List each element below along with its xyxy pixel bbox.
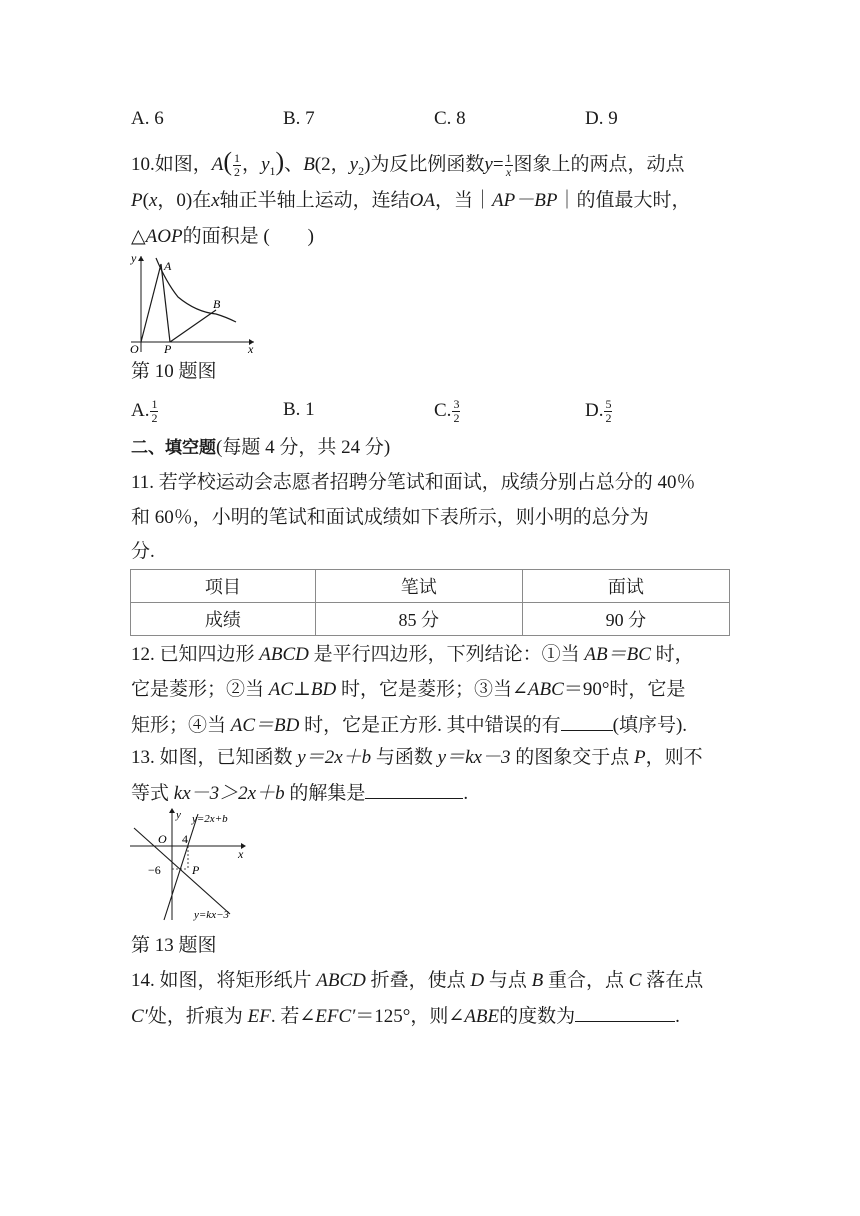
label-four: 4 bbox=[182, 832, 188, 846]
label-neg-six: −6 bbox=[148, 863, 161, 877]
table-row bbox=[131, 603, 730, 636]
table-header-cell: 面试 bbox=[522, 570, 729, 603]
q13-figure bbox=[126, 806, 252, 924]
label-p: P bbox=[192, 863, 200, 877]
label-a: A bbox=[164, 259, 172, 273]
q11-line-3: 分. bbox=[131, 541, 155, 562]
table-header-row bbox=[131, 570, 730, 603]
q9-option-c: C. 8 bbox=[434, 108, 466, 129]
label-y: y bbox=[176, 809, 181, 821]
q12-line-3: 矩形；④当 AC＝BD 时，它是正方形. 其中错误的有 (填序号). bbox=[131, 712, 687, 738]
label-p: P bbox=[164, 342, 172, 354]
q12-answer-blank bbox=[561, 712, 613, 731]
q12-line-1: 12. 已知四边形 ABCD 是平行四边形，下列结论：①当 AB＝BC 时， bbox=[131, 644, 694, 665]
table-cell: 成绩 bbox=[131, 603, 316, 636]
segment-ap bbox=[161, 264, 170, 342]
label-b: B bbox=[213, 297, 221, 311]
q14-line-2: C′处，折痕为 EF. 若∠EFC′＝125°，则∠ABE的度数为 . bbox=[131, 1003, 680, 1029]
q14-answer-blank bbox=[575, 1003, 675, 1022]
label-o: O bbox=[130, 342, 139, 354]
q13-figure-caption: 第 13 题图 bbox=[131, 935, 217, 956]
q10-line-2: P(x，0)在x轴正半轴上运动，连结OA，当｜AP－BP｜的值最大时， bbox=[131, 190, 691, 211]
table-cell: 85 分 bbox=[315, 603, 522, 636]
q11-score-table bbox=[130, 569, 730, 636]
q11-line-2: 和 60％，小明的笔试和面试成绩如下表所示，则小明的总分为 bbox=[131, 507, 649, 528]
label-line-1: y=2x+b bbox=[192, 813, 228, 825]
label-x: x bbox=[248, 342, 254, 354]
q13-answer-blank bbox=[365, 780, 463, 799]
q10-option-c: C. $\frac{3}{2}$ bbox=[434, 397, 460, 425]
segment-pb bbox=[170, 310, 216, 342]
q13-line-2: 等式 kx－3＞2x＋b 的解集是 . bbox=[131, 780, 468, 806]
table-header-cell: 项目 bbox=[131, 570, 316, 603]
segment-oa bbox=[141, 264, 161, 342]
section-2-note: (每题 4 分，共 24 分) bbox=[216, 437, 391, 458]
q10-line-3: △AOP的面积是 ( ) bbox=[131, 226, 314, 247]
label-x: x bbox=[238, 847, 244, 861]
q9-option-b: B. 7 bbox=[283, 108, 315, 129]
q10-option-d: D. $\frac{5}{2}$ bbox=[585, 397, 612, 425]
y-axis-arrow bbox=[138, 256, 144, 261]
q12-line-2: 它是菱形；②当 AC⊥BD 时，它是菱形；③当∠ABC＝90°时，它是 bbox=[131, 679, 686, 700]
q10-option-a: A. $\frac{1}{2}$ bbox=[131, 397, 158, 425]
section-2-heading bbox=[131, 436, 390, 460]
y-axis-arrow bbox=[169, 808, 175, 813]
q9-option-d: D. 9 bbox=[585, 108, 618, 129]
fraction-one-half: $\frac{1}{2}$ bbox=[234, 151, 241, 180]
q10-figure-caption: 第 10 题图 bbox=[131, 361, 217, 382]
label-line-2: y=kx−3 bbox=[194, 909, 229, 921]
q10-figure bbox=[126, 252, 266, 354]
section-2-title: 二、填空题 bbox=[131, 438, 216, 458]
q14-line-1: 14. 如图，将矩形纸片 ABCD 折叠，使点 D 与点 B 重合，点 C 落在点 bbox=[131, 970, 704, 991]
fraction-one-over-x: $\frac{1}{x}$ bbox=[505, 151, 512, 180]
table-cell: 90 分 bbox=[522, 603, 729, 636]
q11-line-1: 11. 若学校运动会志愿者招聘分笔试和面试，成绩分别占总分的 40％ bbox=[131, 472, 696, 493]
q9-option-a: A. 6 bbox=[131, 108, 164, 129]
label-o: O bbox=[158, 832, 167, 846]
q13-line-1: 13. 如图，已知函数 y＝2x＋b 与函数 y＝kx－3 的图象交于点 P，则不 bbox=[131, 747, 703, 768]
q10-line-1: 10.如图，A( $\frac{1}{2}$ ，$y_1$)、B(2，$y_2$)为反比例函数y= $\frac{1}{x}$图象上的两点，动点 bbox=[131, 147, 685, 180]
q10-option-b: B. 1 bbox=[283, 399, 315, 420]
table-header-cell: 笔试 bbox=[315, 570, 522, 603]
label-y: y bbox=[131, 252, 137, 265]
